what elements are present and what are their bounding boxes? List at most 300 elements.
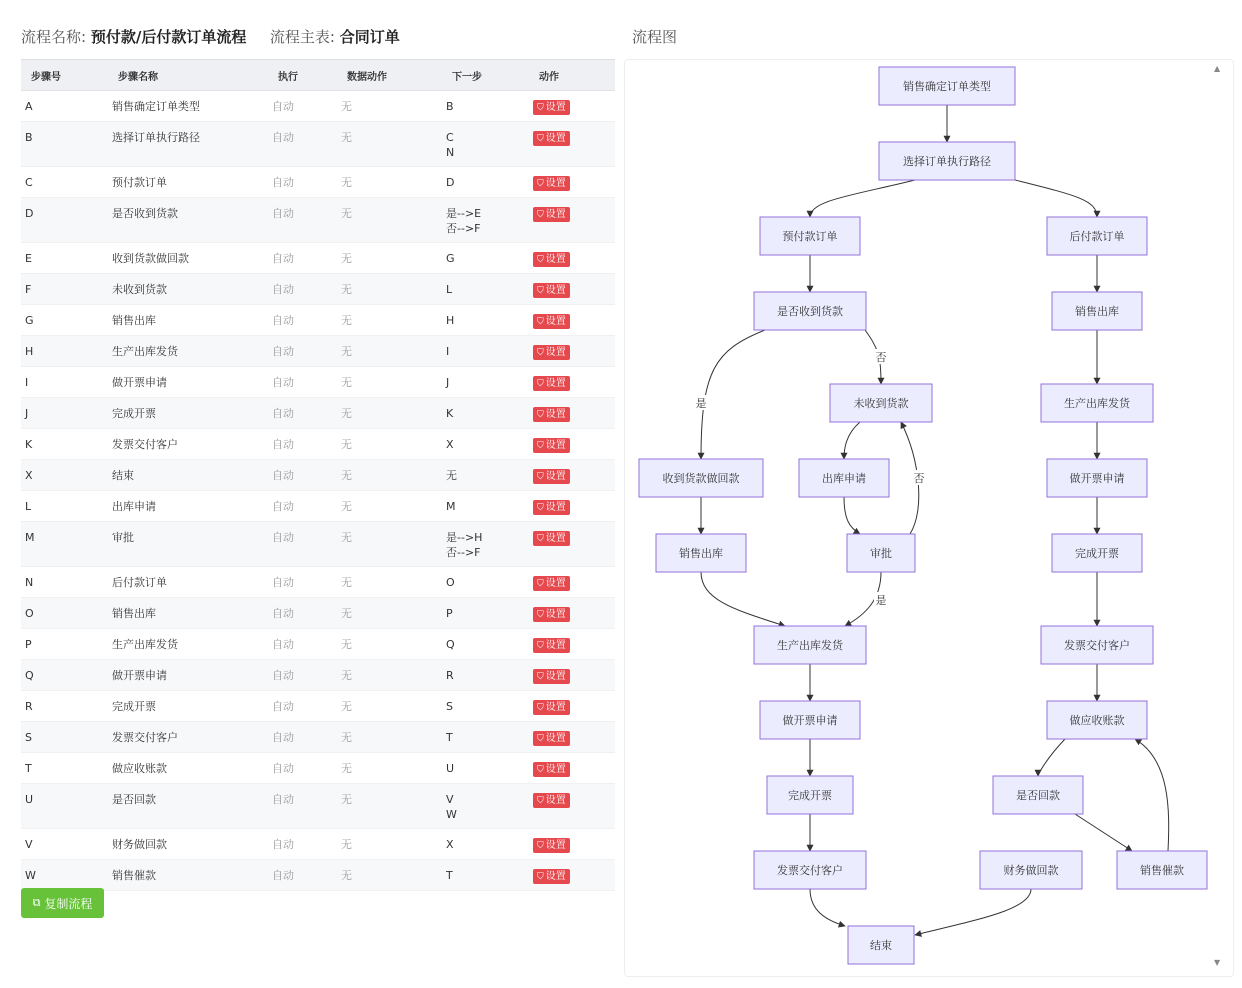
exec-cell: 自动 xyxy=(268,91,337,122)
flow-edge xyxy=(844,422,860,459)
flow-node[interactable] xyxy=(656,534,746,572)
action-cell xyxy=(529,460,615,491)
data-action-cell: 无 xyxy=(337,491,442,522)
settings-label: 设置 xyxy=(545,285,566,296)
shield-icon: ⛉ xyxy=(537,610,544,620)
next-step-value: P xyxy=(446,607,453,620)
data-action-cell: 无 xyxy=(337,691,442,722)
table-row xyxy=(21,691,615,722)
step-name-cell: 完成开票 xyxy=(108,398,268,429)
step-name-cell: 发票交付客户 xyxy=(108,429,268,460)
data-action-cell: 无 xyxy=(337,460,442,491)
table-row xyxy=(21,122,615,167)
exec-cell: 自动 xyxy=(268,460,337,491)
data-action-cell: 无 xyxy=(337,784,442,829)
next-step-value: 是-->H xyxy=(446,531,483,544)
settings-button[interactable] xyxy=(533,283,570,298)
step-id-cell: I xyxy=(21,367,108,398)
action-cell xyxy=(529,243,615,274)
settings-label: 设置 xyxy=(545,702,566,713)
next-step-cell xyxy=(442,829,529,860)
step-id-cell: L xyxy=(21,491,108,522)
data-action-cell: 无 xyxy=(337,198,442,243)
data-action-cell: 无 xyxy=(337,274,442,305)
exec-cell: 自动 xyxy=(268,491,337,522)
exec-cell: 自动 xyxy=(268,860,337,891)
next-step-value: 是-->E xyxy=(446,207,482,220)
data-action-cell: 无 xyxy=(337,91,442,122)
action-cell xyxy=(529,91,615,122)
flow-node[interactable] xyxy=(754,626,866,664)
data-action-cell: 无 xyxy=(337,167,442,198)
settings-button[interactable] xyxy=(533,669,570,684)
step-name-cell: 生产出库发货 xyxy=(108,629,268,660)
exec-cell: 自动 xyxy=(268,274,337,305)
step-name-cell: 销售出库 xyxy=(108,598,268,629)
step-id-cell: C xyxy=(21,167,108,198)
action-cell xyxy=(529,305,615,336)
table-row xyxy=(21,243,615,274)
action-cell xyxy=(529,167,615,198)
flow-node-label: 发票交付客户 xyxy=(1064,639,1130,652)
next-step-value: R xyxy=(446,669,454,682)
settings-label: 设置 xyxy=(545,254,566,265)
flow-node[interactable] xyxy=(754,292,866,330)
step-name-cell: 收到货款做回款 xyxy=(108,243,268,274)
settings-label: 设置 xyxy=(545,133,566,144)
settings-label: 设置 xyxy=(545,671,566,682)
flow-node[interactable] xyxy=(847,534,915,572)
step-name-cell: 结束 xyxy=(108,460,268,491)
next-step-value: B xyxy=(446,100,454,113)
step-name-cell: 财务做回款 xyxy=(108,829,268,860)
flow-node-label: 结束 xyxy=(870,939,892,952)
settings-label: 设置 xyxy=(545,733,566,744)
table-row xyxy=(21,860,615,891)
flow-node-label: 销售出库 xyxy=(679,547,723,560)
next-step-cell xyxy=(442,91,529,122)
table-row xyxy=(21,567,615,598)
shield-icon: ⛉ xyxy=(537,872,544,882)
flow-node[interactable] xyxy=(1052,292,1142,330)
col-step-id: 步骤号 xyxy=(21,60,108,91)
step-name-cell: 预付款订单 xyxy=(108,167,268,198)
steps-table xyxy=(21,59,615,891)
settings-label: 设置 xyxy=(545,471,566,482)
settings-button[interactable] xyxy=(533,700,570,715)
shield-icon: ⛉ xyxy=(537,410,544,420)
next-step-value: X xyxy=(446,438,454,451)
next-step-value: N xyxy=(446,146,455,159)
flow-edge xyxy=(1075,814,1132,851)
next-step-value: T xyxy=(446,731,453,744)
flow-node[interactable] xyxy=(879,67,1015,105)
step-name-cell: 销售催款 xyxy=(108,860,268,891)
process-name-label: 流程名称: xyxy=(21,28,87,46)
settings-button[interactable] xyxy=(533,731,570,746)
data-action-cell: 无 xyxy=(337,429,442,460)
exec-cell: 自动 xyxy=(268,198,337,243)
copy-flow-button[interactable] xyxy=(21,888,104,918)
next-step-cell xyxy=(442,860,529,891)
table-row xyxy=(21,336,615,367)
data-action-cell: 无 xyxy=(337,829,442,860)
action-cell xyxy=(529,860,615,891)
shield-icon: ⛉ xyxy=(537,210,544,220)
action-cell xyxy=(529,367,615,398)
settings-label: 设置 xyxy=(545,347,566,358)
step-name-cell: 未收到货款 xyxy=(108,274,268,305)
flow-node-label: 销售催款 xyxy=(1140,864,1184,877)
process-name-value: 预付款/后付款订单流程 xyxy=(90,28,247,46)
next-step-cell xyxy=(442,122,529,167)
step-id-cell: T xyxy=(21,753,108,784)
settings-label: 设置 xyxy=(545,440,566,451)
next-step-cell xyxy=(442,784,529,829)
shield-icon: ⛉ xyxy=(537,579,544,589)
shield-icon: ⛉ xyxy=(537,641,544,651)
table-row xyxy=(21,829,615,860)
data-action-cell: 无 xyxy=(337,522,442,567)
table-header-row xyxy=(21,60,615,91)
table-row xyxy=(21,460,615,491)
settings-button[interactable] xyxy=(533,176,570,191)
step-id-cell: G xyxy=(21,305,108,336)
shield-icon: ⛉ xyxy=(537,503,544,513)
step-name-cell: 后付款订单 xyxy=(108,567,268,598)
settings-button[interactable] xyxy=(533,838,570,853)
step-name-cell: 是否回款 xyxy=(108,784,268,829)
step-name-cell: 发票交付客户 xyxy=(108,722,268,753)
step-id-cell: W xyxy=(21,860,108,891)
settings-label: 设置 xyxy=(545,840,566,851)
table-row xyxy=(21,429,615,460)
exec-cell: 自动 xyxy=(268,567,337,598)
settings-button[interactable] xyxy=(533,207,570,222)
step-id-cell: K xyxy=(21,429,108,460)
flow-edge xyxy=(844,497,860,534)
action-cell xyxy=(529,722,615,753)
step-id-cell: P xyxy=(21,629,108,660)
shield-icon: ⛉ xyxy=(537,703,544,713)
settings-button[interactable] xyxy=(533,131,570,146)
settings-button[interactable] xyxy=(533,252,570,267)
settings-button[interactable] xyxy=(533,762,570,777)
settings-label: 设置 xyxy=(545,578,566,589)
data-action-cell: 无 xyxy=(337,722,442,753)
step-id-cell: H xyxy=(21,336,108,367)
table-row xyxy=(21,522,615,567)
next-step-value: 否-->F xyxy=(446,546,481,559)
next-step-value: 无 xyxy=(446,469,457,482)
step-id-cell: D xyxy=(21,198,108,243)
col-next: 下一步 xyxy=(442,60,529,91)
flow-node[interactable] xyxy=(1041,626,1153,664)
exec-cell: 自动 xyxy=(268,167,337,198)
settings-button[interactable] xyxy=(533,576,570,591)
flow-node[interactable] xyxy=(760,701,860,739)
flow-node[interactable] xyxy=(639,459,763,497)
settings-button[interactable] xyxy=(533,407,570,422)
caret-down-icon[interactable]: ▼ xyxy=(1214,958,1221,967)
flow-edge xyxy=(701,572,785,626)
step-id-cell: S xyxy=(21,722,108,753)
exec-cell: 自动 xyxy=(268,722,337,753)
settings-button[interactable] xyxy=(533,500,570,515)
flow-edge xyxy=(915,889,1031,935)
shield-icon: ⛉ xyxy=(537,379,544,389)
settings-label: 设置 xyxy=(545,764,566,775)
settings-button[interactable] xyxy=(533,607,570,622)
table-row xyxy=(21,367,615,398)
flow-node-label: 选择订单执行路径 xyxy=(903,155,991,168)
action-cell xyxy=(529,398,615,429)
next-step-cell xyxy=(442,753,529,784)
settings-button[interactable] xyxy=(533,638,570,653)
action-cell xyxy=(529,629,615,660)
settings-label: 设置 xyxy=(545,871,566,882)
next-step-cell xyxy=(442,336,529,367)
settings-label: 设置 xyxy=(545,316,566,327)
diagram-title: 流程图 xyxy=(632,28,678,46)
data-action-cell: 无 xyxy=(337,660,442,691)
flow-node-label: 预付款订单 xyxy=(782,230,838,243)
flow-node[interactable] xyxy=(767,776,853,814)
next-step-cell xyxy=(442,398,529,429)
next-step-cell xyxy=(442,274,529,305)
exec-cell: 自动 xyxy=(268,598,337,629)
action-cell xyxy=(529,829,615,860)
next-step-cell xyxy=(442,243,529,274)
step-name-cell: 做开票申请 xyxy=(108,367,268,398)
next-step-cell xyxy=(442,660,529,691)
exec-cell: 自动 xyxy=(268,829,337,860)
flow-node[interactable] xyxy=(879,142,1015,180)
settings-label: 设置 xyxy=(545,378,566,389)
next-step-value: O xyxy=(446,576,455,589)
action-cell xyxy=(529,198,615,243)
step-name-cell: 做开票申请 xyxy=(108,660,268,691)
flow-node[interactable] xyxy=(1047,459,1147,497)
settings-button[interactable] xyxy=(533,314,570,329)
step-id-cell: U xyxy=(21,784,108,829)
flow-node-label: 生产出库发货 xyxy=(1064,397,1130,410)
settings-label: 设置 xyxy=(545,533,566,544)
flow-node[interactable] xyxy=(1047,217,1147,255)
settings-button[interactable] xyxy=(533,345,570,360)
col-data-action: 数据动作 xyxy=(337,60,442,91)
flow-node-label: 销售确定订单类型 xyxy=(903,80,991,93)
data-action-cell: 无 xyxy=(337,305,442,336)
shield-icon: ⛉ xyxy=(537,672,544,682)
step-name-cell: 生产出库发货 xyxy=(108,336,268,367)
action-cell xyxy=(529,491,615,522)
flow-node-label: 审批 xyxy=(870,547,892,560)
exec-cell: 自动 xyxy=(268,243,337,274)
settings-button[interactable] xyxy=(533,869,570,884)
step-name-cell: 销售出库 xyxy=(108,305,268,336)
next-step-cell xyxy=(442,460,529,491)
shield-icon: ⛉ xyxy=(537,765,544,775)
flow-diagram-panel[interactable] xyxy=(624,59,1234,977)
data-action-cell: 无 xyxy=(337,598,442,629)
settings-label: 设置 xyxy=(545,209,566,220)
flow-edge xyxy=(1135,739,1169,851)
next-step-cell xyxy=(442,598,529,629)
next-step-value: G xyxy=(446,252,455,265)
exec-cell: 自动 xyxy=(268,367,337,398)
table-row xyxy=(21,629,615,660)
next-step-cell xyxy=(442,691,529,722)
flow-node[interactable] xyxy=(980,851,1082,889)
col-action: 动作 xyxy=(529,60,615,91)
next-step-value: D xyxy=(446,176,455,189)
next-step-value: L xyxy=(446,283,453,296)
settings-button[interactable] xyxy=(533,531,570,546)
step-id-cell: A xyxy=(21,91,108,122)
next-step-value: Q xyxy=(446,638,455,651)
exec-cell: 自动 xyxy=(268,784,337,829)
action-cell xyxy=(529,336,615,367)
table-row xyxy=(21,598,615,629)
data-action-cell: 无 xyxy=(337,629,442,660)
exec-cell: 自动 xyxy=(268,398,337,429)
action-cell xyxy=(529,753,615,784)
exec-cell: 自动 xyxy=(268,753,337,784)
flow-node-label: 生产出库发货 xyxy=(777,639,843,652)
shield-icon: ⛉ xyxy=(537,286,544,296)
step-id-cell: E xyxy=(21,243,108,274)
settings-label: 设置 xyxy=(545,409,566,420)
flow-node[interactable] xyxy=(760,217,860,255)
caret-up-icon[interactable]: ▲ xyxy=(1214,64,1221,73)
step-name-cell: 选择订单执行路径 xyxy=(108,122,268,167)
flow-node-label: 是否回款 xyxy=(1016,789,1060,802)
step-id-cell: J xyxy=(21,398,108,429)
next-step-cell xyxy=(442,722,529,753)
table-row xyxy=(21,753,615,784)
data-action-cell: 无 xyxy=(337,336,442,367)
process-table-value: 合同订单 xyxy=(339,28,400,46)
flow-node[interactable] xyxy=(1117,851,1207,889)
exec-cell: 自动 xyxy=(268,660,337,691)
next-step-value: H xyxy=(446,314,455,327)
step-id-cell: V xyxy=(21,829,108,860)
exec-cell: 自动 xyxy=(268,522,337,567)
next-step-value: M xyxy=(446,500,456,513)
flow-node-label: 做开票申请 xyxy=(782,714,838,727)
flow-node[interactable] xyxy=(754,851,866,889)
shield-icon: ⛉ xyxy=(537,134,544,144)
shield-icon: ⛉ xyxy=(537,796,544,806)
flow-node-label: 财务做回款 xyxy=(1003,864,1059,877)
flow-node-label: 未收到货款 xyxy=(853,397,909,410)
copy-icon: ⧉ xyxy=(32,896,41,909)
flow-edge xyxy=(1015,180,1097,217)
step-name-cell: 审批 xyxy=(108,522,268,567)
table-row xyxy=(21,198,615,243)
table-row xyxy=(21,491,615,522)
table-row xyxy=(21,167,615,198)
flow-node-label: 出库申请 xyxy=(822,472,866,485)
edge-label: 否 xyxy=(875,351,887,364)
flow-node-label: 发票交付客户 xyxy=(777,864,843,877)
flow-node[interactable] xyxy=(1047,701,1147,739)
flow-node[interactable] xyxy=(830,384,932,422)
shield-icon: ⛉ xyxy=(537,841,544,851)
step-id-cell: N xyxy=(21,567,108,598)
shield-icon: ⛉ xyxy=(537,317,544,327)
next-step-cell xyxy=(442,367,529,398)
settings-button[interactable] xyxy=(533,438,570,453)
process-header xyxy=(21,26,400,47)
flow-node[interactable] xyxy=(1041,384,1153,422)
edge-label: 是 xyxy=(875,594,887,607)
data-action-cell: 无 xyxy=(337,398,442,429)
exec-cell: 自动 xyxy=(268,122,337,167)
settings-label: 设置 xyxy=(545,609,566,620)
data-action-cell: 无 xyxy=(337,753,442,784)
exec-cell: 自动 xyxy=(268,336,337,367)
next-step-cell xyxy=(442,629,529,660)
shield-icon: ⛉ xyxy=(537,441,544,451)
settings-button[interactable] xyxy=(533,376,570,391)
edge-label: 否 xyxy=(913,472,925,485)
next-step-cell xyxy=(442,167,529,198)
action-cell xyxy=(529,274,615,305)
next-step-value: C xyxy=(446,131,454,144)
next-step-cell xyxy=(442,198,529,243)
step-id-cell: X xyxy=(21,460,108,491)
action-cell xyxy=(529,660,615,691)
step-name-cell: 完成开票 xyxy=(108,691,268,722)
settings-label: 设置 xyxy=(545,178,566,189)
next-step-cell xyxy=(442,491,529,522)
flow-node[interactable] xyxy=(1052,534,1142,572)
next-step-cell xyxy=(442,429,529,460)
next-step-value: W xyxy=(446,808,457,821)
settings-button[interactable] xyxy=(533,100,570,115)
flow-diagram xyxy=(625,60,1234,977)
flow-node-label: 后付款订单 xyxy=(1069,230,1125,243)
next-step-cell xyxy=(442,305,529,336)
step-id-cell: F xyxy=(21,274,108,305)
settings-button[interactable] xyxy=(533,469,570,484)
action-cell xyxy=(529,522,615,567)
next-step-value: V xyxy=(446,793,454,806)
flow-edge xyxy=(810,889,845,926)
settings-label: 设置 xyxy=(545,102,566,113)
next-step-value: K xyxy=(446,407,454,420)
flow-node-label: 收到货款做回款 xyxy=(662,472,740,485)
col-exec: 执行 xyxy=(268,60,337,91)
shield-icon: ⛉ xyxy=(537,348,544,358)
step-id-cell: B xyxy=(21,122,108,167)
flow-edge xyxy=(701,330,765,459)
settings-button[interactable] xyxy=(533,793,570,808)
settings-label: 设置 xyxy=(545,795,566,806)
step-name-cell: 是否收到货款 xyxy=(108,198,268,243)
flow-node[interactable] xyxy=(993,776,1083,814)
next-step-value: X xyxy=(446,838,454,851)
action-cell xyxy=(529,598,615,629)
flow-node-label: 完成开票 xyxy=(1075,547,1119,560)
flow-node[interactable] xyxy=(848,926,914,964)
flow-node[interactable] xyxy=(799,459,889,497)
exec-cell: 自动 xyxy=(268,305,337,336)
data-action-cell: 无 xyxy=(337,243,442,274)
data-action-cell: 无 xyxy=(337,860,442,891)
